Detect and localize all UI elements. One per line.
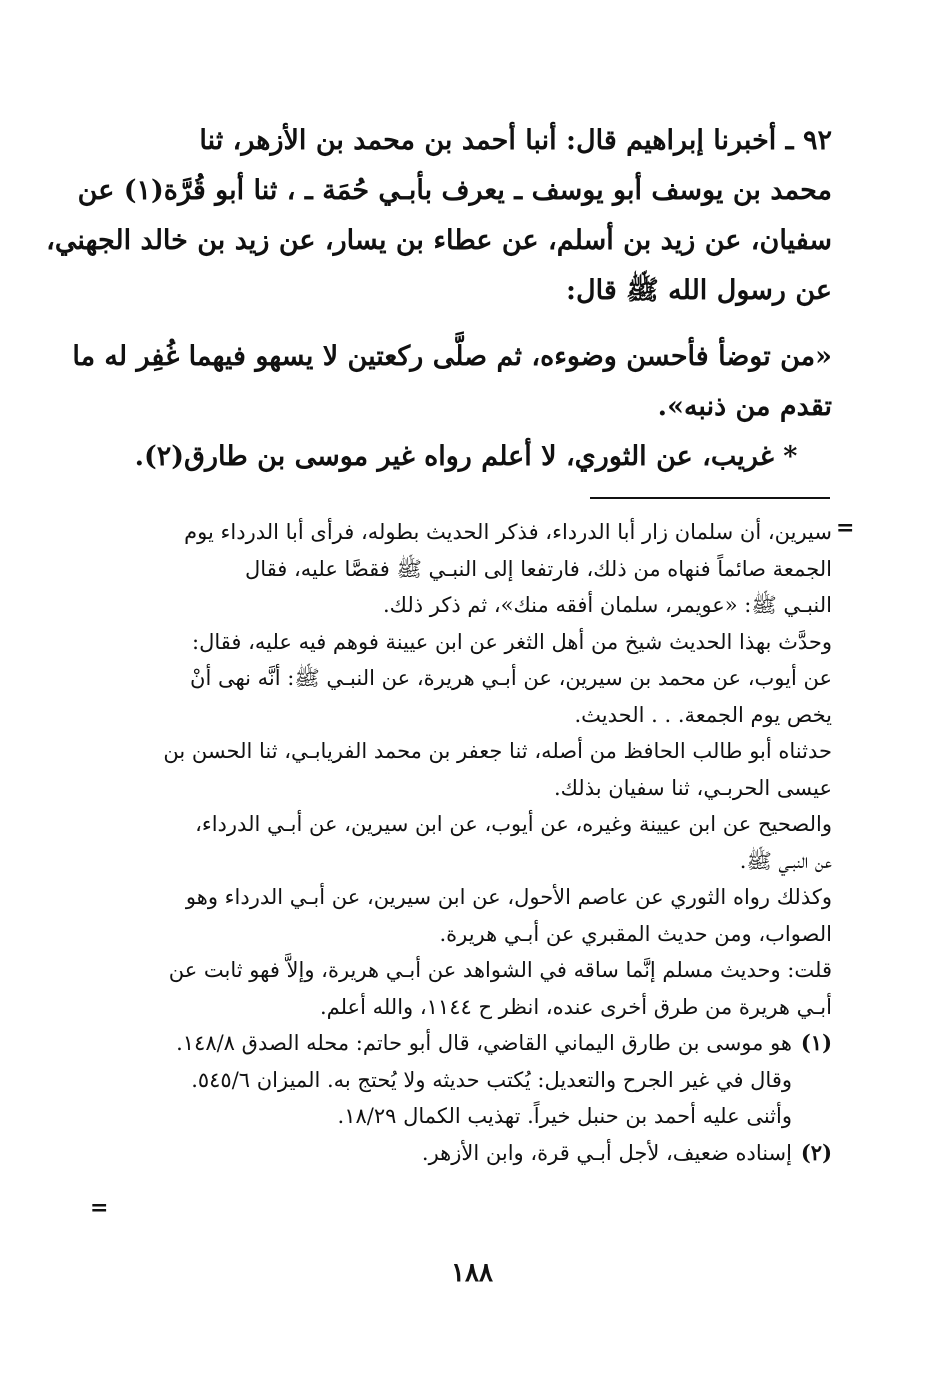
footnote-1-line: وأثنى عليه أحمد بن حنبل خيراً. تهذيب الكمال ١٨/٢٩. xyxy=(337,1104,792,1128)
main-text xyxy=(46,116,832,482)
footnote-line: عن النبـي ﷺ. xyxy=(739,848,832,873)
main-line: سفيان، عن زيد بن أسلم، عن عطاء بن يسار، عن زيد بن خالد الجهني، xyxy=(46,225,832,256)
main-line: عن رسول الله ﷺ قال: xyxy=(566,275,832,306)
footnote-line: حدثناه أبو طالب الحافظ من أصله، ثنا جعفر بن محمد الفريابـي، ثنا الحسن بن xyxy=(163,739,832,763)
hadith-line: «من توضأ فأحسن وضوءه، ثم صلَّى ركعتين لا يسهو فيهما غُفِر له ما xyxy=(72,341,832,372)
footnote-1-line: وقال في غير الجرح والتعديل: يُكتب حديثه ولا يُحتج به. الميزان ٥٤٥/٦. xyxy=(191,1067,792,1092)
spacer xyxy=(100,316,832,332)
footnote-line: وحدَّث بهذا الحديث شيخ من أهل الثغر عن ابن عيينة فوهم فيه عليه، فقال: xyxy=(192,629,832,654)
grading-note: * غريب، عن الثوري، لا أعلم رواه غير موسى بن طارق(٢). xyxy=(134,441,798,472)
footnote-line: الصواب، ومن حديث المقبري عن أبـي هريرة. xyxy=(439,921,832,946)
footnote-line: النبـي ﷺ: «عويمر، سلمان أفقه منك»، ثم ذكر ذلك. xyxy=(382,593,832,617)
footnote-line: قلت: وحديث مسلم إنَّما ساقه في الشواهد عن أبـي هريرة، وإلاَّ فهو ثابت عن xyxy=(168,958,832,982)
footnote-line: والصحيح عن ابن عيينة وغيره، عن أيوب، عن ابن سيرين، عن أبـي الدرداء، xyxy=(195,812,832,836)
footnote-line: الجمعة صائماً فنهاه من ذلك، فارتفعا إلى النبـي ﷺ فقصَّا عليه، فقال xyxy=(245,556,832,581)
footnote-line: أبـي هريرة من طرق أخرى عنده، انظر ح ١١٤٤، والله أعلم. xyxy=(319,994,832,1019)
footnote-line: عيسى الحربـي، ثنا سفيان بذلك. xyxy=(553,775,832,800)
footnote-line: وكذلك رواه الثوري عن عاصم الأحول، عن ابن سيرين، عن أبـي الدرداء وهو xyxy=(185,885,832,909)
main-line: ٩٢ ـ أخبرنا إبراهيم قال: أنبا أحمد بن محمد بن الأزهر، ثنا xyxy=(199,125,832,156)
footnote-number: (١) xyxy=(800,1030,832,1055)
footnote-divider xyxy=(590,497,830,499)
footnotes xyxy=(100,514,832,1171)
continued-mark-top: = xyxy=(836,515,855,541)
page-number: ١٨٨ xyxy=(451,1258,493,1288)
main-line: محمد بن يوسف أبو يوسف ـ يعرف بأبـي حُمَة ـ ، ثنا أبو قُرَّة(١) عن xyxy=(77,175,832,206)
footnote-line: يخص يوم الجمعة. . . الحديث. xyxy=(574,702,832,727)
footnote-line: عن أيوب، عن محمد بن سيرين، عن أبـي هريرة، عن النبـي ﷺ: أنَّه نهى أنْ xyxy=(190,666,832,690)
hadith-line: تقدم من ذنبه». xyxy=(657,391,832,422)
footnote-2-line: (٢)إسناده ضعيف، لأجل أبـي قرة، وابن الأزهر. xyxy=(100,1135,832,1172)
footnote-line: سيرين، أن سلمان زار أبا الدرداء، فذكر الحديث بطوله، فرأى أبا الدرداء يوم xyxy=(184,520,832,544)
footnote-1-line: (١)هو موسى بن طارق اليماني القاضي، قال أبو حاتم: محله الصدق ١٤٨/٨. xyxy=(100,1025,832,1062)
continued-mark-bottom: = xyxy=(90,1195,109,1221)
footnote-number: (٢) xyxy=(800,1139,832,1165)
